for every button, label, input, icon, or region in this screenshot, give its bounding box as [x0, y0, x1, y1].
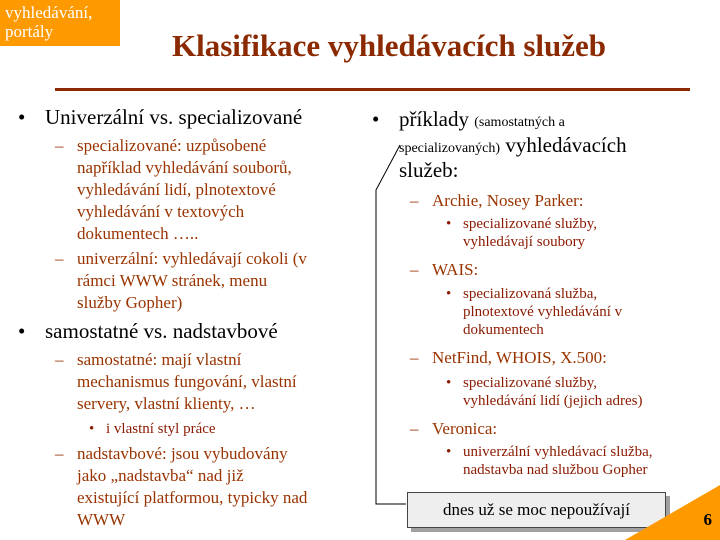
text-run-small: (samostatných a [474, 115, 565, 130]
text-line: vyhledávání v textových [77, 202, 245, 221]
text-line: servery, vlastní klienty, … [77, 394, 256, 413]
text-line: WWW [77, 510, 126, 529]
text-line: nadstavbové: jsou vybudovány [77, 444, 288, 463]
right-item-veronica: Veronica: [432, 419, 498, 438]
left-sub-nadstavbove [77, 443, 307, 531]
bullet-marker: • [446, 375, 452, 391]
text-line: vyhledávání lidí, plnotextové [77, 180, 276, 199]
title-underline [55, 88, 690, 91]
bullet-marker: • [18, 105, 26, 129]
text-line: specializované služby, [463, 216, 597, 232]
text-line: služby Gopher) [77, 293, 183, 312]
text-line: plnotextové vyhledávání v [463, 304, 623, 320]
text-line: například vyhledávání souborů, [77, 158, 292, 177]
text-line: nadstavba nad službou Gopher [463, 462, 648, 478]
dash-marker: – [410, 260, 419, 279]
text-run: vyhledávacích [505, 133, 627, 157]
right-item-archie-desc [463, 215, 597, 251]
dash-marker: – [55, 136, 64, 155]
text-line: dokumentech ….. [77, 224, 199, 243]
text-line: specializované: uzpůsobené [77, 136, 267, 155]
left-sub-specializovane [77, 135, 292, 245]
left-subsub-styl: i vlastní styl práce [106, 421, 216, 437]
right-bullet-1-line-2 [399, 133, 627, 161]
right-bullet-1 [399, 107, 565, 135]
text-line: jako „nadstavba“ nad již [77, 466, 244, 485]
text-line: samostatné: mají vlastní [77, 350, 242, 369]
text-line: existující platformou, typicky nad [77, 488, 308, 507]
text-line: specializovaná služba, [463, 286, 598, 302]
text-line: rámci WWW stránek, menu [77, 271, 268, 290]
section-tag-line-2: portály [5, 22, 54, 41]
text-line: specializované služby, [463, 375, 597, 391]
right-item-netfind: NetFind, WHOIS, X.500: [432, 348, 607, 367]
section-tag-line-1: vyhledávání, [5, 3, 93, 22]
bullet-marker: • [446, 216, 452, 232]
bullet-marker: • [446, 444, 452, 460]
dash-marker: – [55, 444, 64, 463]
right-item-archie: Archie, Nosey Parker: [432, 191, 584, 210]
dash-marker: – [55, 249, 64, 268]
text-line: univerzální vyhledávací služba, [463, 444, 653, 460]
right-item-wais-desc [463, 285, 622, 339]
bullet-marker: • [446, 286, 452, 302]
bullet-marker: • [18, 319, 26, 343]
text-line: univerzální: vyhledávají cokoli (v [77, 249, 307, 268]
text-line: vyhledávání lidí (jejich adres) [463, 393, 643, 409]
text-run-small: specializovaných) [399, 141, 501, 156]
dash-marker: – [410, 191, 419, 210]
slide-title: Klasifikace vyhledávacích služeb [172, 28, 606, 63]
right-item-wais: WAIS: [432, 260, 479, 279]
left-bullet-2: samostatné vs. nadstavbové [45, 319, 278, 343]
page-number: 6 [703, 510, 712, 529]
dash-marker: – [55, 350, 64, 369]
left-sub-univerzalni [77, 248, 307, 314]
text-line: mechanismus fungování, vlastní [77, 372, 297, 391]
right-bullet-1-line-3: služeb: [399, 158, 459, 182]
dash-marker: – [410, 419, 419, 438]
left-sub-samostatne [77, 349, 297, 415]
section-tag [0, 0, 120, 46]
bullet-marker: • [89, 421, 95, 437]
dash-marker: – [410, 348, 419, 367]
text-run: příklady [399, 107, 469, 131]
bullet-marker: • [372, 107, 380, 131]
note-box: dnes už se moc nepoužívají [407, 492, 666, 528]
right-item-netfind-desc [463, 374, 643, 410]
text-line: dokumentech [463, 322, 544, 338]
right-item-veronica-desc [463, 443, 653, 479]
text-line: vyhledávají soubory [463, 234, 586, 250]
left-bullet-1: Univerzální vs. specializované [45, 105, 303, 129]
